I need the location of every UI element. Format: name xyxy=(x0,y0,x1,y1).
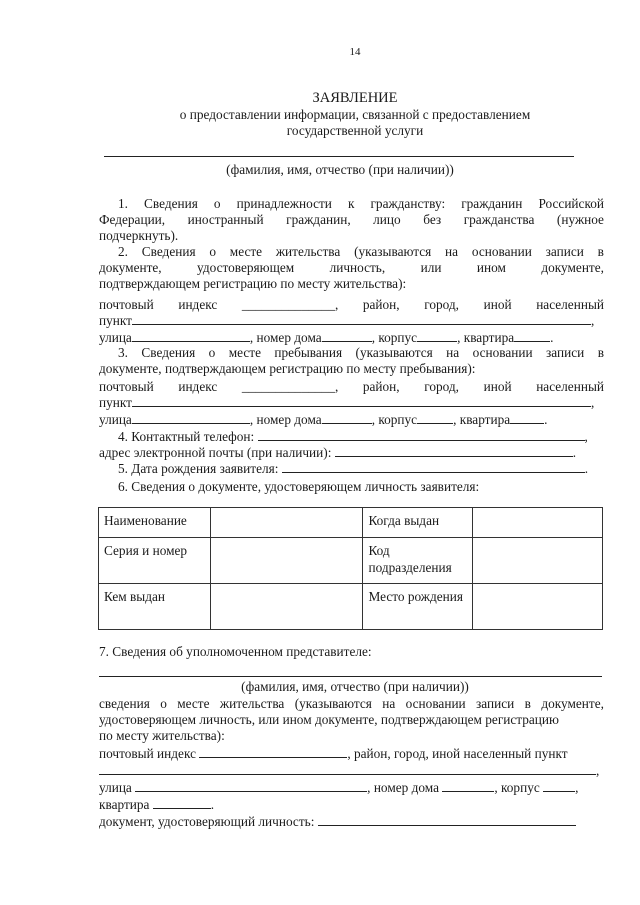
applicant-fio-caption: (фамилия, имя, отчество (при наличии)) xyxy=(226,162,454,177)
s2-street-field[interactable] xyxy=(132,329,250,342)
cell-seriya-value[interactable] xyxy=(210,538,363,584)
s4-phone-line: 4. Контактный телефон: , xyxy=(118,429,588,444)
applicant-fio-line[interactable] xyxy=(104,156,574,157)
s2-punkt-field[interactable] xyxy=(132,312,591,325)
document-subtitle-line1: о предоставлении информации, связанной с предоставлением xyxy=(179,107,531,122)
s7-punkt-line: , xyxy=(99,762,605,779)
s2-line2: документе, удостоверяющем личность, или ином документе, xyxy=(99,260,604,275)
cell-kogda-vydan-label: Когда выдан xyxy=(363,508,473,538)
email-field[interactable] xyxy=(335,444,573,457)
s1-line3: подчеркнуть). xyxy=(99,228,179,243)
representative-fio-line[interactable] xyxy=(99,676,602,677)
s2-street-line: улица , номер дома , корпус , квартира . xyxy=(99,330,554,345)
s3-street-line: улица , номер дома , корпус , квартира . xyxy=(99,412,548,427)
s2-korpus-field[interactable] xyxy=(417,329,457,342)
s7-line3: по месту жительства): xyxy=(99,728,225,743)
s2-house-field[interactable] xyxy=(322,329,372,342)
s3-kvartira-field[interactable] xyxy=(510,411,544,424)
phone-field[interactable] xyxy=(258,428,585,441)
s2-punkt-line: пункт , xyxy=(99,313,595,328)
s7-title: 7. Сведения об уполномоченном представителе: xyxy=(99,644,372,659)
s2-kvartira-field[interactable] xyxy=(514,329,550,342)
s6-title: 6. Сведения о документе, удостоверяющем личность заявителя: xyxy=(118,479,480,494)
s7-house-field[interactable] xyxy=(442,779,494,792)
s3-line1: 3. Сведения о месте пребывания (указываются на основании записи в xyxy=(118,345,604,360)
s2-postal-index-field[interactable]: ______________, xyxy=(241,297,339,312)
cell-kem-vydan-label: Кем выдан xyxy=(99,584,211,630)
s7-street-line: улица , номер дома , корпус , xyxy=(99,780,579,795)
s3-postal-index-field[interactable]: ______________, xyxy=(241,379,339,394)
s1-line2: Федерации, иностранный гражданин, лицо без гражданства (нужное xyxy=(99,212,604,227)
cell-kod-value[interactable] xyxy=(473,538,603,584)
birth-date-field[interactable] xyxy=(282,460,585,473)
cell-mesto-label: Место рождения xyxy=(363,584,473,630)
cell-mesto-value[interactable] xyxy=(473,584,603,630)
s7-document-line: документ, удостоверяющий личность: xyxy=(99,813,605,830)
document-title: ЗАЯВЛЕНИЕ xyxy=(312,90,398,106)
cell-kogda-vydan-value[interactable] xyxy=(473,508,603,538)
identity-document-table xyxy=(98,507,603,630)
s7-line1: сведения о месте жительства (указываются на основании записи в документе, xyxy=(99,696,604,711)
s7-punkt-field[interactable] xyxy=(99,762,596,775)
s7-document-field[interactable] xyxy=(318,813,576,826)
s7-line2: удостоверяющем личность, или ином документе, подтверждающем регистрацию xyxy=(99,712,559,727)
s5-birth-line: 5. Дата рождения заявителя: . xyxy=(118,461,589,476)
s3-postal-line: почтовый индекс ______________, район, город, иной населенный xyxy=(99,379,604,394)
s2-line3: подтверждающем регистрацию по месту жительства): xyxy=(99,276,407,291)
s7-street-field[interactable] xyxy=(135,779,367,792)
cell-naimenovanie-value[interactable] xyxy=(210,508,363,538)
s3-punkt-field[interactable] xyxy=(132,394,591,407)
s3-punkt-line: пункт , xyxy=(99,395,595,410)
s7-postal-index-field[interactable] xyxy=(199,745,347,758)
s2-line1: 2. Сведения о месте жительства (указываются на основании записи в xyxy=(118,244,604,259)
s3-house-field[interactable] xyxy=(322,411,372,424)
page-number: 14 xyxy=(349,46,361,58)
s7-kvartira-line: квартира . xyxy=(99,797,215,812)
s3-line2: документе, подтверждающем регистрацию по месту пребывания): xyxy=(99,361,476,376)
document-subtitle-line2: государственной услуги xyxy=(286,123,424,138)
s1-line1: 1. Сведения о принадлежности к гражданству: гражданин Российской xyxy=(118,196,604,211)
s7-postal-line: почтовый индекс , район, город, иной населенный пункт xyxy=(99,746,568,761)
s7-kvartira-field[interactable] xyxy=(153,796,211,809)
cell-naimenovanie-label: Наименование xyxy=(99,508,211,538)
cell-seriya-label: Серия и номер xyxy=(99,538,211,584)
s3-korpus-field[interactable] xyxy=(417,411,453,424)
cell-kod-label: Код подразделения xyxy=(363,538,473,584)
s2-postal-line: почтовый индекс ______________, район, город, иной населенный xyxy=(99,297,604,312)
s3-street-field[interactable] xyxy=(132,411,250,424)
s7-korpus-field[interactable] xyxy=(543,779,575,792)
s4-email-line: адрес электронной почты (при наличии): . xyxy=(99,445,577,460)
cell-kem-vydan-value[interactable] xyxy=(210,584,363,630)
representative-fio-caption: (фамилия, имя, отчество (при наличии)) xyxy=(241,679,469,694)
